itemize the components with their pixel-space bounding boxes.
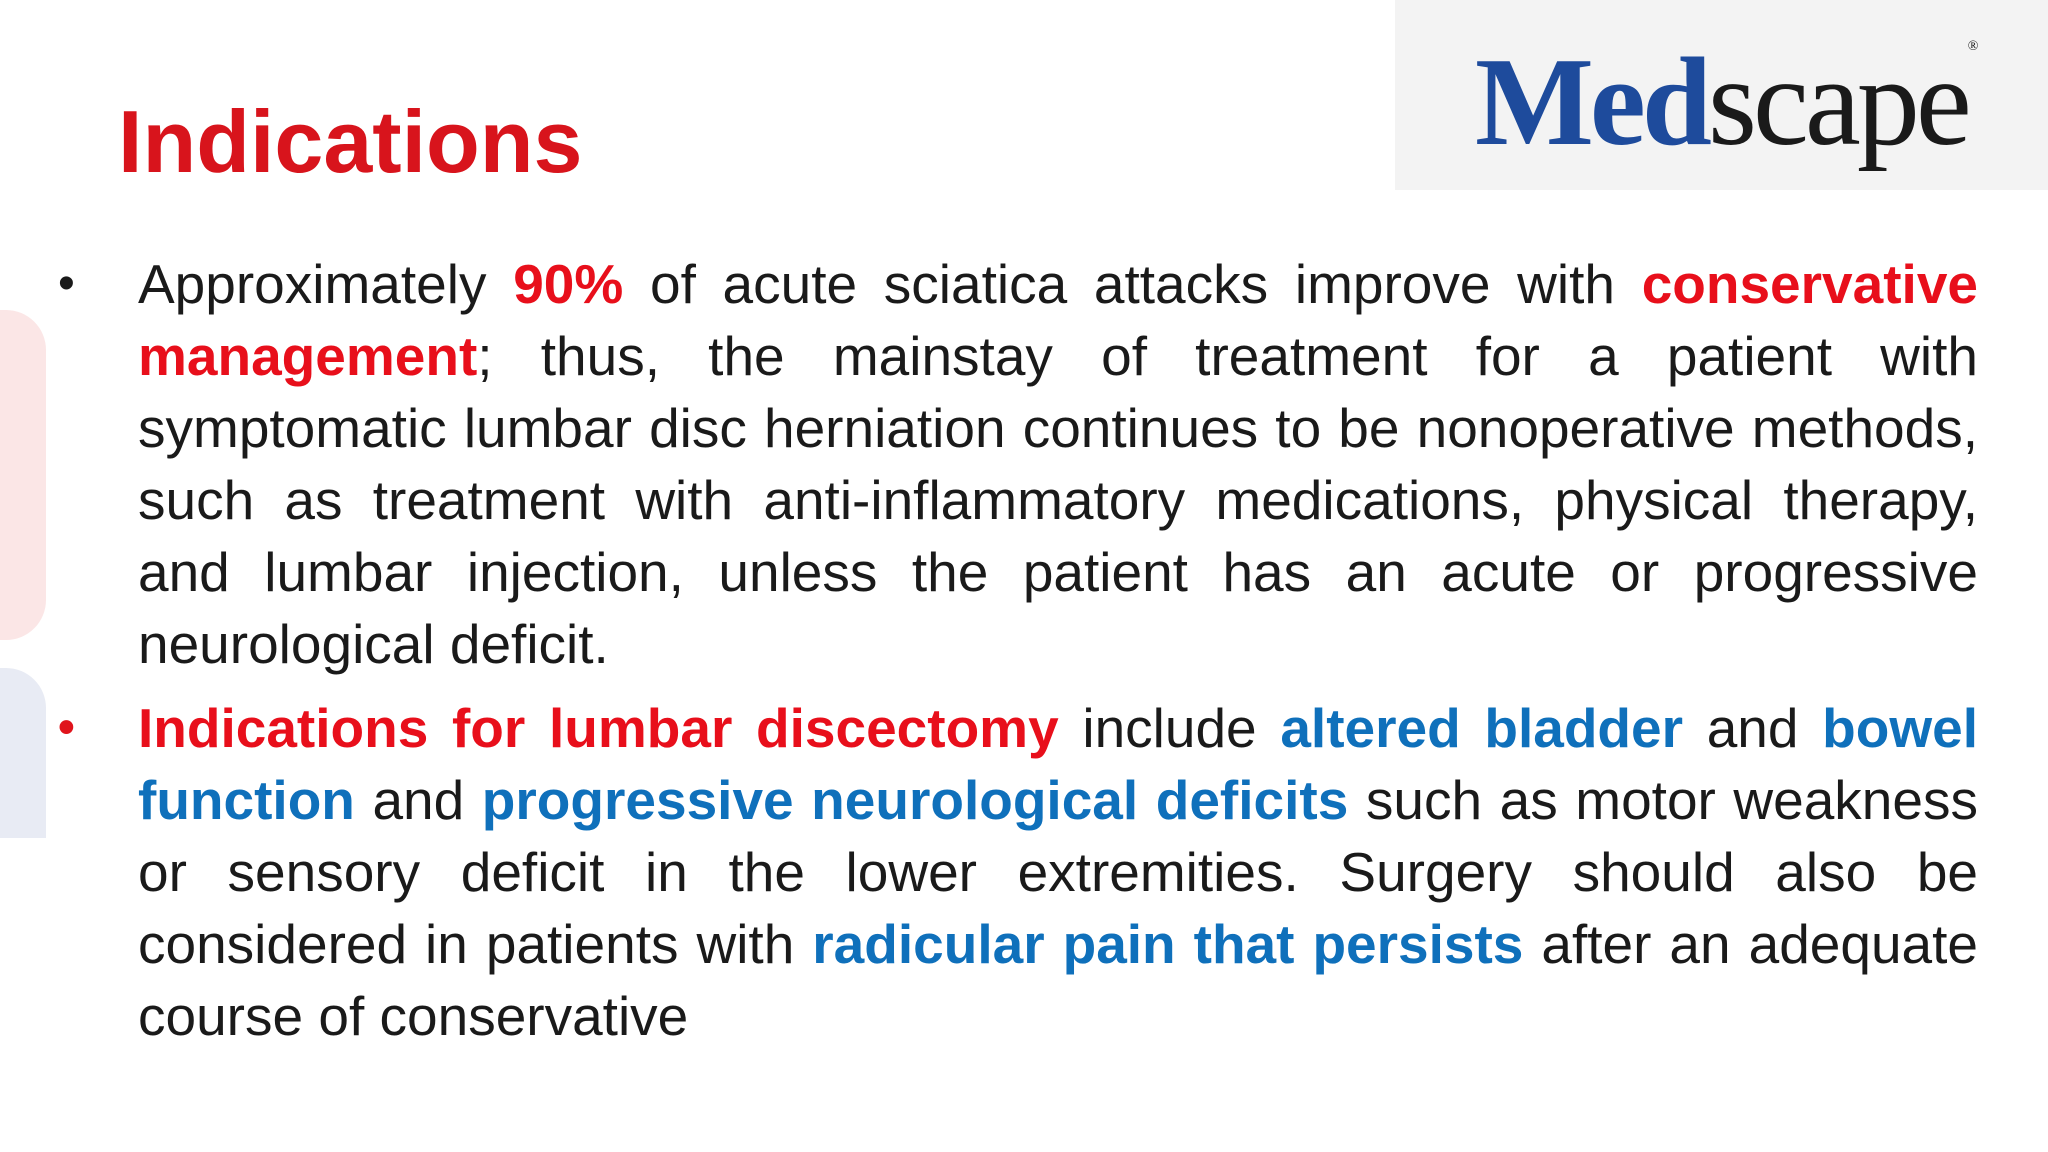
text-segment: and bbox=[354, 769, 482, 831]
bullet-item-1 bbox=[58, 248, 1978, 680]
medscape-logo bbox=[1395, 0, 2048, 190]
text-segment: Approximately bbox=[138, 253, 514, 315]
bullet-list bbox=[58, 248, 1979, 1064]
bullet-marker-2: • bbox=[58, 701, 75, 754]
decorative-blue-shape bbox=[0, 668, 46, 838]
logo-registered-mark: ® bbox=[1967, 39, 1979, 54]
logo-wordmark bbox=[1475, 33, 1979, 172]
text-segment: and bbox=[1683, 697, 1823, 759]
text-segment: include bbox=[1058, 697, 1281, 759]
highlight-progressive-deficits: progressive neurological deficits bbox=[481, 769, 1349, 831]
decorative-red-shape bbox=[0, 310, 46, 640]
bullet-marker-1: • bbox=[58, 257, 75, 310]
highlight-conservative-management: conservative management bbox=[138, 253, 1978, 387]
logo-med-text: Med bbox=[1475, 33, 1708, 172]
slide-title: Indications bbox=[118, 92, 583, 191]
text-segment: such as motor weakness or sensory deficit in the lower extremities. Surgery should also be considered in patients with bbox=[138, 769, 1978, 975]
bullet-item-2 bbox=[58, 692, 1979, 1052]
highlight-radicular-pain: radicular pain that persists bbox=[812, 913, 1524, 975]
text-segment: ; thus, the mainstay of treatment for a patient with symptomatic lumbar disc herniation continues to be nonoperative methods, such as treatment with anti-inflammatory medications, physical therapy, and lumbar injection, unless the patient has an acute or progressive neurological deficit. bbox=[138, 325, 1978, 675]
logo-scape-text: scape bbox=[1707, 33, 1968, 172]
highlight-indications-discectomy: Indications for lumbar discectomy bbox=[138, 697, 1059, 759]
highlight-90-percent: 90% bbox=[513, 253, 624, 315]
highlight-altered-bladder: altered bladder bbox=[1280, 697, 1684, 759]
text-segment: of acute sciatica attacks improve with bbox=[623, 253, 1642, 315]
text-segment: after an adequate course of conservative bbox=[138, 913, 1979, 1047]
highlight-bowel-function: bowel function bbox=[138, 697, 1979, 831]
